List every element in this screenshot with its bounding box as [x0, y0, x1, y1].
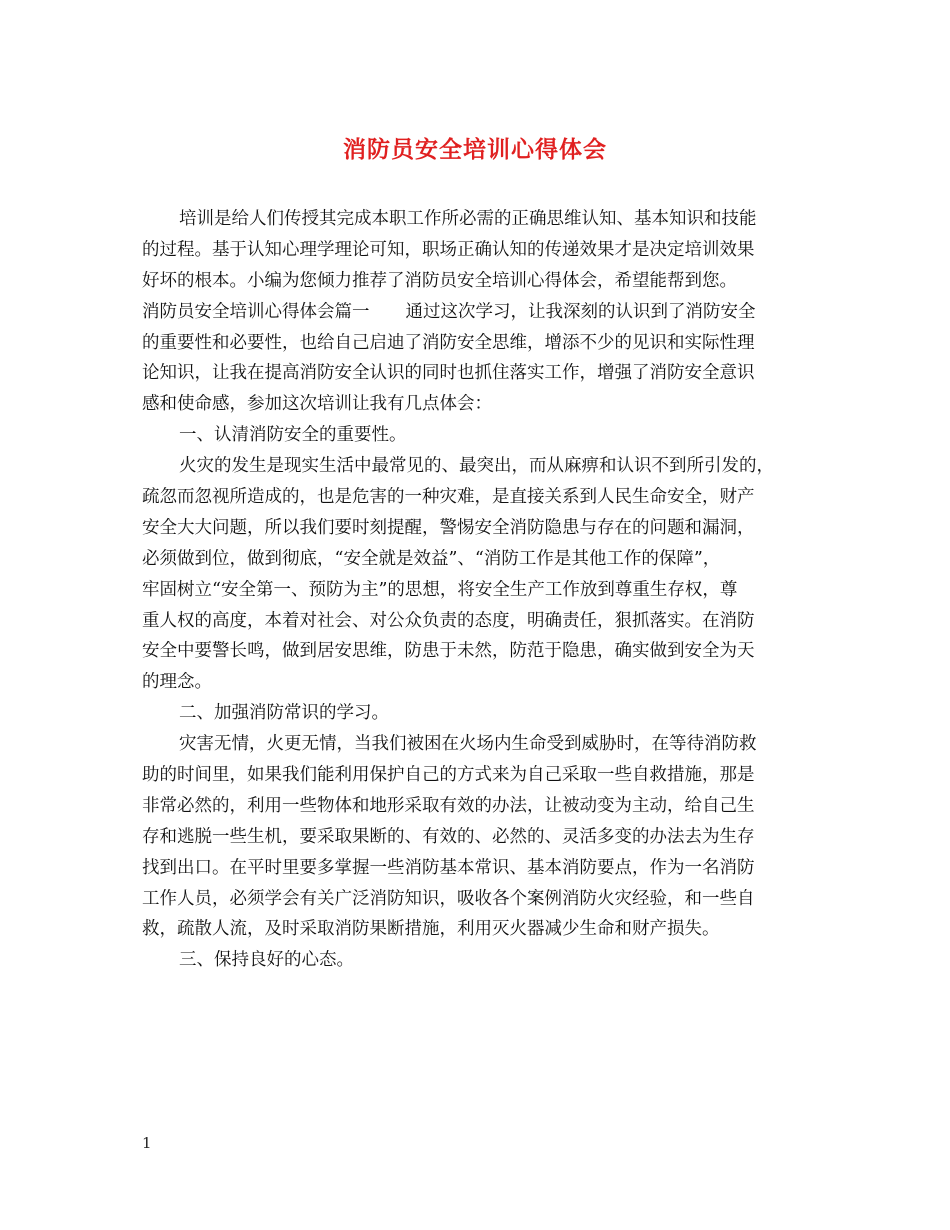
section-heading: 一、认清消防安全的重要性。: [179, 425, 407, 446]
text-line: 培训是给人们传授其完成本职工作所必需的正确思维认知、基本知识和技能: [179, 209, 757, 229]
text-line: 存和逃脱一些生机，要采取果断的、有效的、必然的、灵活多变的办法去为生存: [142, 826, 755, 847]
text-line: 火灾的发生是现实生活中最常见的、最突出，而从麻痹和认识不到所引发的，: [179, 456, 774, 477]
text-line: 疏忽而忽视所造成的，也是危害的一种灾难，是直接关系到人民生命安全，财产: [142, 487, 755, 508]
text-line: 牢固树立“安全第一、预防为主”的思想，将安全生产工作放到尊重生存权，尊: [142, 579, 738, 600]
text-line: 非常必然的，利用一些物体和地形采取有效的办法，让被动变为主动，给自己生: [142, 795, 755, 816]
text-line: 感和使命感，参加这次培训让我有几点体会：: [142, 394, 492, 415]
text-line: 的过程。基于认知心理学理论可知，职场正确认知的传递效果才是决定培训效果: [142, 239, 755, 260]
text-line: 安全大大问题，所以我们要时刻提醒，警惕安全消防隐患与存在的问题和漏洞，: [142, 517, 755, 538]
document-title: 消防员安全培训心得体会: [343, 136, 607, 163]
text-line: 助的时间里，如果我们能利用保护自己的方式来为自己采取一些自救措施，那是: [142, 765, 755, 786]
section-heading-inline: 消防员安全培训心得体会篇一: [142, 301, 370, 322]
section-heading: 三、保持良好的心态。: [179, 950, 354, 971]
text-line: 安全中要警长鸣，做到居安思维，防患于未然，防范于隐患，确实做到安全为天: [142, 641, 755, 662]
text-line: 必须做到位，做到彻底，“安全就是效益”、“消防工作是其他工作的保障”，: [142, 548, 721, 569]
section-heading: 二、加强消防常识的学习。: [179, 703, 389, 724]
text-line: 论知识，让我在提高消防安全认识的同时也抓住落实工作，增强了消防安全意识: [142, 363, 755, 384]
text-run: 通过这次学习，让我深刻的认识到了消防安全: [405, 301, 756, 322]
text-line: 重人权的高度，本着对社会、对公众负责的态度，明确责任，狠抓落实。在消防: [142, 610, 755, 631]
text-line: 好坏的根本。小编为您倾力推荐了消防员安全培训心得体会，希望能帮到您。: [142, 270, 737, 291]
document-body: [142, 204, 810, 976]
text-line: 工作人员，必须学会有关广泛消防知识，吸收各个案例消防火灾经验，和一些自: [142, 888, 755, 909]
text-line: 灾害无情，火更无情，当我们被困在火场内生命受到威胁时，在等待消防救: [179, 734, 757, 755]
text-line: 的重要性和必要性，也给自己启迪了消防安全思维，增添不少的见识和实际性理: [142, 332, 755, 353]
text-line: 救，疏散人流，及时采取消防果断措施，利用灭火器减少生命和财产损失。: [142, 919, 720, 940]
page-number: 1: [142, 1134, 152, 1152]
text-line-mixed: [142, 297, 810, 328]
text-line: 找到出口。在平时里要多掌握一些消防基本常识、基本消防要点，作为一名消防: [142, 857, 755, 878]
text-line: 的理念。: [142, 672, 212, 693]
